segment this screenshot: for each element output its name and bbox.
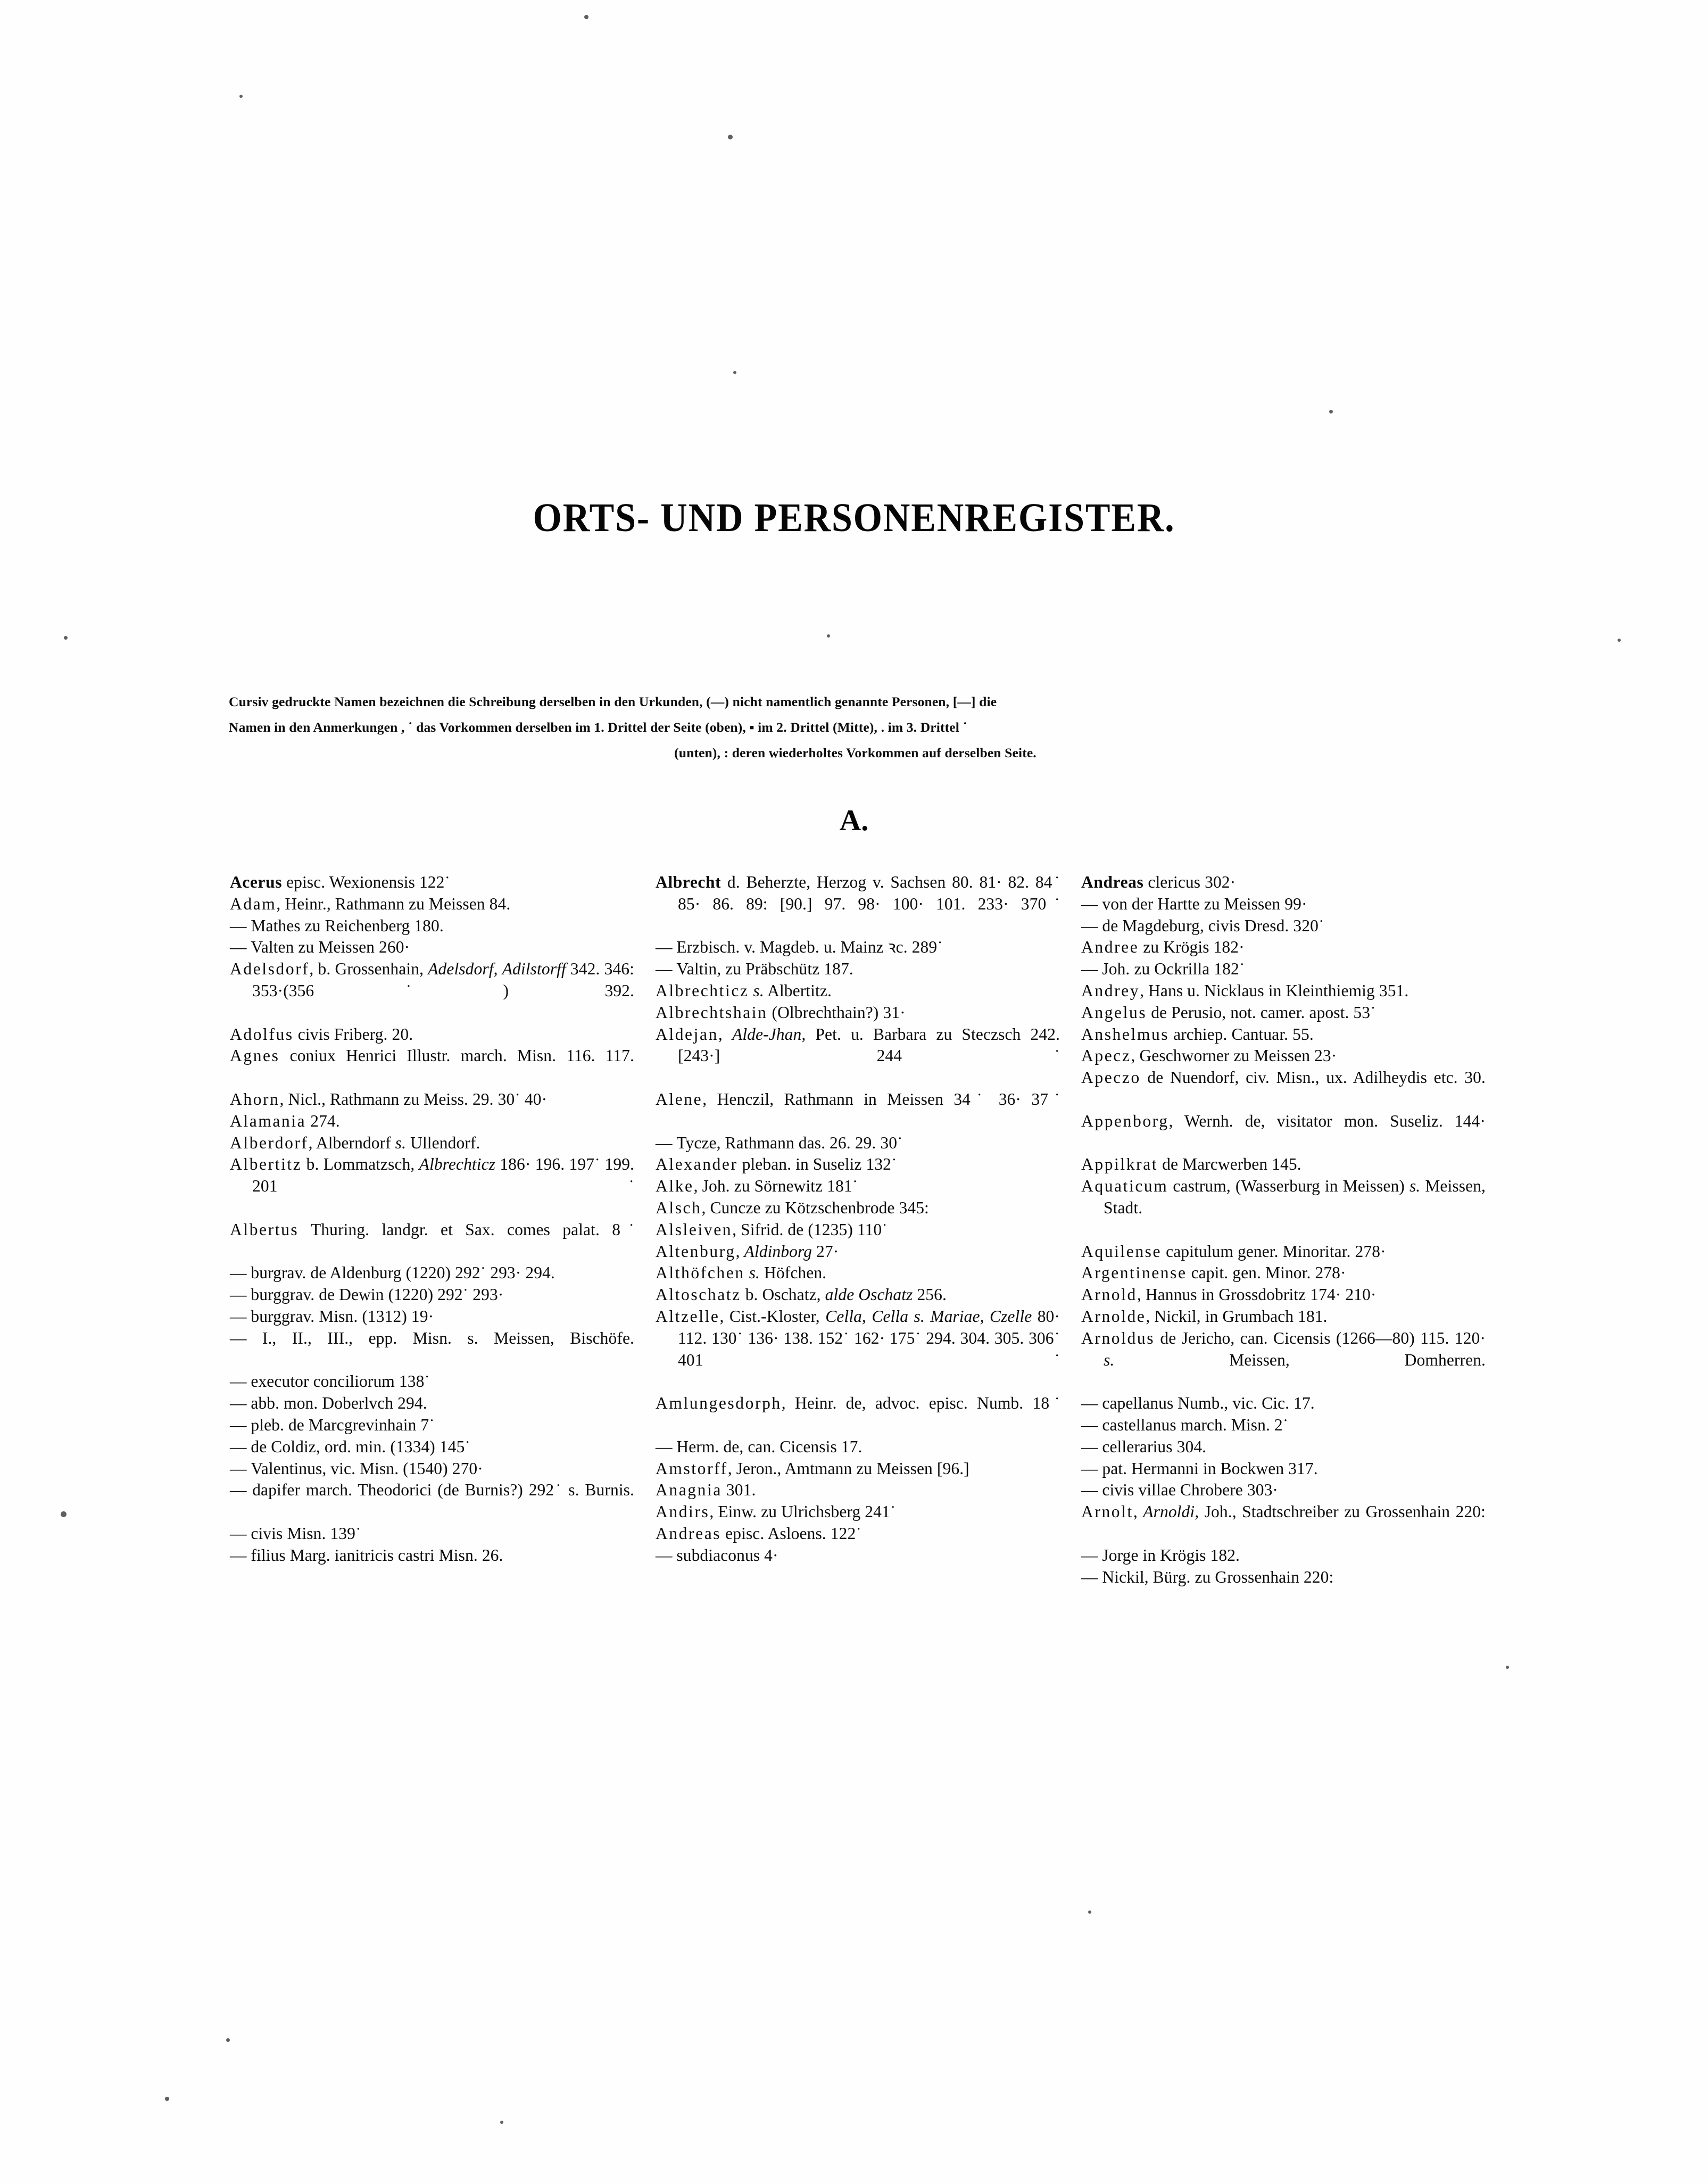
index-entry [1081, 1306, 1486, 1328]
scan-speck [165, 2097, 169, 2101]
index-entry [230, 1328, 634, 1371]
entry-text: , Heinr. de, advoc. episc. Numb. 18˙ [781, 1394, 1060, 1413]
index-entry [1081, 1024, 1486, 1046]
entry-text: zu Krögis 182· [1143, 938, 1245, 957]
legend-note-line-2: Namen in den Anmerkungen , ˙ das Vorkommen derselben im 1. Drittel der Seite (oben), ▪ im 2. Drittel (Mitte), . im 3. Drittel ˙ [229, 719, 968, 735]
index-entry [230, 958, 634, 1023]
entry-dash: — [230, 1415, 251, 1434]
entry-dash: — [1081, 1459, 1102, 1478]
entry-variant-form: s. [1104, 1350, 1115, 1369]
entry-text: , Einw. zu Ulrichsberg 241˙ [709, 1502, 896, 1521]
index-entry [656, 1284, 1060, 1306]
entry-text: , Wernh. de, visitator mon. Suseliz. 144· [1168, 1111, 1486, 1130]
entry-variant-form: Cella [872, 1306, 909, 1326]
entry-text: , Aldinborg 27· [735, 1242, 839, 1261]
entry-dash: — [230, 1394, 251, 1413]
entry-variant-form: Aldinborg [744, 1242, 812, 1261]
index-entry [1081, 1328, 1486, 1393]
entry-text: dapifer march. Theodorici (de Burnis?) 292˙ s. Burnis. [252, 1480, 634, 1500]
index-entry [1081, 958, 1486, 980]
index-entry [656, 872, 1060, 937]
index-entry [230, 1089, 634, 1111]
entry-headword: Ahorn [230, 1089, 280, 1108]
index-entry [656, 1523, 1060, 1545]
entry-text: , Sifrid. de (1235) 110˙ [732, 1220, 888, 1239]
index-entry [230, 1154, 634, 1219]
index-entry [656, 1545, 1060, 1567]
scan-speck [239, 95, 243, 98]
index-entry [1081, 1436, 1486, 1458]
index-entry [656, 937, 1060, 958]
index-entry [656, 958, 1060, 980]
entry-text: s. Höfchen. [749, 1263, 827, 1283]
entry-text: de Jericho, can. Cicensis (1266—80) 115. 120· s. Meissen, Domherren. [1104, 1328, 1486, 1369]
entry-variant-form: Adelsdorf, [428, 959, 498, 979]
entry-dash: — [656, 959, 677, 979]
index-entry [656, 1154, 1060, 1176]
index-entry [1081, 1176, 1486, 1240]
entry-text: , Jeron., Amtmann zu Meissen [96.] [727, 1459, 969, 1478]
entry-dash: — [656, 1133, 677, 1152]
entry-text: subdiaconus 4· [676, 1545, 778, 1565]
entry-dash: — [1081, 1394, 1102, 1413]
entry-dash: — [230, 1306, 251, 1326]
index-entry [1081, 1284, 1486, 1306]
entry-dash: — [230, 938, 251, 957]
index-entry [656, 1176, 1060, 1197]
entry-text: Thuring. landgr. et Sax. comes palat. 8˙ [310, 1220, 634, 1239]
entry-text: Valten zu Meissen 260· [251, 938, 410, 957]
entry-text: capellanus Numb., vic. Cic. 17. [1102, 1394, 1315, 1413]
entry-text: , Nickil, in Grumbach 181. [1146, 1306, 1328, 1326]
entry-headword: Angelus [1081, 1003, 1147, 1022]
entry-dash: — [1081, 1567, 1102, 1586]
entry-text: burggrav. de Dewin (1220) 292˙ 293· [251, 1285, 504, 1304]
entry-text: pleb. de Marcgrevinhain 7˙ [251, 1415, 435, 1434]
index-entry [230, 1111, 634, 1132]
index-entry [230, 1045, 634, 1089]
entry-text: Valentinus, vic. Misn. (1540) 270· [251, 1459, 483, 1478]
index-entry [656, 1197, 1060, 1219]
entry-text: pat. Hermanni in Bockwen 317. [1102, 1459, 1318, 1478]
entry-text: , Nicl., Rathmann zu Meiss. 29. 30˙ 40· [279, 1089, 548, 1108]
entry-text: Herm. de, can. Cicensis 17. [676, 1437, 863, 1456]
entry-text: abb. mon. Doberlvch 294. [251, 1394, 427, 1413]
entry-headword: Altzelle [656, 1306, 720, 1326]
entry-text: archiep. Cantuar. 55. [1173, 1024, 1314, 1044]
index-entry [656, 1436, 1060, 1458]
entry-text: de Nuendorf, civ. Misn., ux. Adilheydis etc. 30. [1147, 1068, 1486, 1087]
entry-headword: Altenburg [656, 1242, 736, 1261]
index-entry [1081, 1262, 1486, 1284]
page-title: ORTS- UND PERSONENREGISTER. [533, 495, 1175, 540]
entry-headword: Adam [230, 894, 277, 913]
entry-dash: — [230, 1285, 251, 1304]
scan-speck [226, 2038, 230, 2042]
entry-dash: — [230, 1328, 262, 1347]
entry-text: castellanus march. Misn. 2˙ [1102, 1415, 1289, 1434]
entry-variant-form: Arnoldi, [1143, 1502, 1199, 1521]
entry-text: capitulum gener. Minoritar. 278· [1166, 1242, 1386, 1261]
index-entry [1081, 1241, 1486, 1263]
entry-dash: — [230, 1524, 251, 1543]
index-entry [1081, 1458, 1486, 1480]
entry-headword: Apecz [1081, 1046, 1131, 1065]
entry-dash: — [230, 1372, 251, 1391]
entry-variant-form: Cella, [825, 1306, 866, 1326]
scan-speck [61, 1511, 67, 1517]
scan-speck [1088, 1910, 1091, 1914]
legend-note-line-3: (unten), : deren wiederholtes Vorkommen auf derselben Seite. [674, 745, 1037, 760]
scan-speck [1618, 639, 1621, 642]
entry-headword: Appenborg [1081, 1111, 1169, 1130]
entry-headword: Arnolt [1081, 1502, 1133, 1521]
index-entry [656, 1241, 1060, 1263]
entry-headword: Amstorff [656, 1459, 728, 1478]
entry-headword: Aquaticum [1081, 1177, 1168, 1196]
entry-text: capit. gen. Minor. 278· [1191, 1263, 1346, 1283]
entry-dash: — [1081, 894, 1102, 913]
entry-text: Joh. zu Ockrilla 182˙ [1102, 959, 1245, 979]
entry-headword: Andreas [656, 1524, 722, 1543]
index-column-2 [656, 872, 1060, 1588]
entry-headword: Alberdorf [230, 1133, 309, 1152]
entry-headword: Andree [1081, 938, 1139, 957]
index-entry [1081, 937, 1486, 958]
entry-dash: — [230, 1480, 253, 1500]
entry-variant-form: s. [395, 1133, 407, 1152]
index-entry [656, 1393, 1060, 1436]
index-entry [230, 1262, 634, 1284]
entry-text: Erzbisch. v. Magdeb. u. Mainz ꝛc. 289˙ [676, 938, 943, 957]
index-entry [656, 1306, 1060, 1393]
entry-dash: — [230, 1263, 251, 1283]
index-entry [656, 1501, 1060, 1523]
index-entry [1081, 894, 1486, 915]
index-entry [230, 1024, 634, 1046]
entry-text: Tycze, Rathmann das. 26. 29. 30˙ [676, 1133, 903, 1152]
entry-variant-form: alde [825, 1285, 855, 1304]
index-entry [656, 1132, 1060, 1154]
entry-text: , Hannus in Grossdobritz 174· 210· [1137, 1285, 1377, 1304]
entry-headword: Althöfchen [656, 1263, 745, 1283]
entry-text: cellerarius 304. [1102, 1437, 1207, 1456]
entry-headword: Albertitz [230, 1155, 302, 1174]
index-entry [230, 1219, 634, 1263]
entry-text: b. Lommatzsch, Albrechticz 186· 196. 197˙ 199. 201˙ [252, 1155, 635, 1196]
entry-variant-form: s. [914, 1306, 925, 1326]
index-entry [1081, 1154, 1486, 1176]
entry-variant-form: s. [749, 1263, 760, 1283]
scan-speck [733, 371, 736, 374]
entry-headword: Alsleiven [656, 1220, 733, 1239]
entry-headword: Agnes [230, 1046, 280, 1065]
scan-speck [1329, 410, 1333, 413]
entry-text: von der Hartte zu Meissen 99· [1102, 894, 1307, 913]
index-entry [656, 1024, 1060, 1089]
entry-text: 301. [726, 1480, 756, 1500]
entry-text: de Perusio, not. camer. apost. 53˙ [1151, 1003, 1376, 1022]
entry-headword: Alke [656, 1177, 694, 1196]
entry-variant-form: Mariae, [930, 1306, 984, 1326]
entry-headword: Andreas [1081, 873, 1144, 891]
entry-text: , Heinr., Rathmann zu Meissen 84. [276, 894, 511, 913]
entry-variant-form: Czelle [989, 1306, 1032, 1326]
section-letter-heading: A. [839, 804, 869, 837]
legend-note [229, 689, 1482, 766]
entry-text: clericus 302· [1148, 873, 1236, 891]
index-entry [230, 1458, 634, 1480]
entry-text: castrum, (Wasserburg in Meissen) s. Meissen, Stadt. [1104, 1177, 1486, 1217]
entry-headword: Aquilense [1081, 1242, 1162, 1261]
scan-speck [1506, 1666, 1509, 1669]
index-entry [656, 1458, 1060, 1480]
entry-text: (Olbrechthain?) 31· [772, 1003, 906, 1022]
entry-text: coniux Henrici Illustr. march. Misn. 116. 117. [289, 1046, 635, 1065]
entry-headword: Acerus [230, 873, 283, 891]
entry-headword: Argentinense [1081, 1263, 1187, 1283]
index-entry [230, 1436, 634, 1458]
index-entry [230, 1545, 634, 1567]
entry-variant-form: Albrechticz [419, 1155, 496, 1174]
scan-speck [728, 135, 733, 139]
entry-headword: Anagnia [656, 1480, 722, 1500]
entry-text: Valtin, zu Präbschütz 187. [676, 959, 853, 979]
index-entry [656, 1219, 1060, 1241]
entry-variant-form: Alde-Jhan, [732, 1024, 806, 1044]
index-entry [230, 1132, 634, 1154]
entry-headword: Adolfus [230, 1024, 294, 1044]
entry-text: , Hans u. Nicklaus in Kleinthiemig 351. [1140, 981, 1409, 1000]
index-entry [1081, 1111, 1486, 1154]
index-column-3 [1081, 872, 1486, 1588]
index-entry [230, 937, 634, 958]
index-entry [1081, 1067, 1486, 1111]
index-entry [656, 1089, 1060, 1132]
entry-text: executor conciliorum 138˙ [251, 1372, 430, 1391]
entry-text: s. Albertitz. [753, 981, 832, 1000]
entry-text: Jorge in Krögis 182. [1102, 1545, 1240, 1565]
index-entry [1081, 1414, 1486, 1436]
entry-headword: Albertus [230, 1220, 299, 1239]
index-entry [656, 980, 1060, 1002]
entry-headword: Arnoldus [1081, 1328, 1155, 1347]
entry-text: b. Oschatz, alde Oschatz 256. [745, 1285, 947, 1304]
index-entry [230, 1479, 634, 1523]
entry-headword: Aldejan [656, 1024, 718, 1044]
entry-text: de Marcwerben 145. [1162, 1155, 1301, 1174]
scan-speck [584, 15, 588, 19]
entry-headword: Anshelmus [1081, 1024, 1170, 1044]
entry-dash: — [230, 1545, 251, 1565]
entry-text: , Alberndorf s. Ullendorf. [308, 1133, 480, 1152]
entry-headword: Alamania [230, 1111, 306, 1130]
entry-headword: Arnolde [1081, 1306, 1146, 1326]
index-entry [1081, 872, 1486, 894]
scan-speck [500, 2121, 503, 2124]
index-entry [230, 872, 634, 894]
entry-dash: — [1081, 1415, 1102, 1434]
index-entry [1081, 1545, 1486, 1567]
entry-headword: Albrecht [656, 873, 722, 891]
entry-dash: — [656, 1545, 677, 1565]
entry-text: , Joh. zu Sörnewitz 181˙ [693, 1177, 858, 1196]
entry-dash: — [1081, 1545, 1102, 1565]
entry-text: Mathes zu Reichenberg 180. [251, 916, 444, 935]
entry-headword: Andrey [1081, 981, 1140, 1000]
index-entry [1081, 915, 1486, 937]
entry-text: burggrav. Misn. (1312) 19· [251, 1306, 434, 1326]
entry-headword: Albrechtshain [656, 1003, 768, 1022]
entry-dash: — [230, 916, 251, 935]
entry-variant-form: Adilstorff [502, 959, 566, 979]
entry-dash: — [656, 1437, 677, 1456]
index-entry [1081, 1567, 1486, 1589]
entry-headword: Alexander [656, 1155, 738, 1174]
entry-text: civis villae Chrobere 303· [1102, 1480, 1279, 1500]
index-entry [1081, 1002, 1486, 1024]
entry-text: I., II., III., epp. Misn. s. Meissen, Bischöfe. [262, 1328, 635, 1347]
index-entry [230, 1284, 634, 1306]
entry-text: , Cist.-Kloster, Cella, Cella s. Mariae, Czelle 80· 112. 130˙ 136· 138. 152˙ 162· 175˙ 294. 304. 305. 306˙ 401˙ [678, 1306, 1060, 1369]
entry-text: , Henczil, Rathmann in Meissen 34˙ 36· 37˙ [702, 1089, 1060, 1108]
entry-text: filius Marg. ianitricis castri Misn. 26. [251, 1545, 503, 1565]
index-entry [1081, 1045, 1486, 1067]
index-entry [1081, 980, 1486, 1002]
entry-text: episc. Asloens. 122˙ [725, 1524, 861, 1543]
entry-headword: Adelsdorf [230, 959, 310, 979]
entry-headword: Andirs [656, 1502, 710, 1521]
entry-dash: — [230, 1437, 251, 1456]
entry-dash: — [656, 938, 677, 957]
entry-text: 274. [310, 1111, 340, 1130]
entry-headword: Altoschatz [656, 1285, 741, 1304]
entry-text: de Magdeburg, civis Dresd. 320˙ [1102, 916, 1324, 935]
entry-text: Nickil, Bürg. zu Grossenhain 220: [1102, 1567, 1334, 1586]
entry-variant-form: Oschatz [858, 1285, 913, 1304]
index-entry [1081, 1479, 1486, 1501]
entry-text: , Cuncze zu Kötzschenbrode 345: [701, 1198, 929, 1217]
scan-speck [827, 634, 830, 638]
index-column-1 [230, 872, 634, 1588]
entry-dash: — [1081, 1480, 1102, 1500]
index-columns [230, 872, 1486, 1588]
index-entry [656, 1262, 1060, 1284]
entry-headword: Alsch [656, 1198, 702, 1217]
entry-text: , Geschworner zu Meissen 23· [1131, 1046, 1337, 1065]
legend-note-line-1: Cursiv gedruckte Namen bezeichnen die Schreibung derselben in den Urkunden, (—) nicht namentlich genannte Personen, [—] die [229, 694, 997, 709]
entry-variant-form: s. [753, 981, 764, 1000]
index-entry [230, 915, 634, 937]
index-entry [230, 1414, 634, 1436]
index-entry [230, 1306, 634, 1328]
index-entry [230, 1371, 634, 1393]
entry-dash: — [1081, 916, 1102, 935]
entry-text: d. Beherzte, Herzog v. Sachsen 80. 81· 82. 84˙ 85· 86. 89: [90.] 97. 98· 100· 101. 233· 370˙ [678, 873, 1060, 913]
entry-dash: — [1081, 1437, 1102, 1456]
entry-text: , Arnoldi, Joh., Stadtschreiber zu Grossenhain 220: [1133, 1502, 1486, 1521]
entry-dash: — [1081, 959, 1102, 979]
entry-text: , b. Grossenhain, Adelsdorf, Adilstorff 342. 346: 353·(356˙) 392. [252, 959, 635, 1000]
index-entry [1081, 1501, 1486, 1545]
entry-headword: Appilkrat [1081, 1155, 1158, 1174]
entry-headword: Albrechticz [656, 981, 749, 1000]
index-entry [656, 1002, 1060, 1024]
index-entry [230, 1523, 634, 1545]
entry-headword: Apeczo [1081, 1068, 1141, 1087]
entry-headword: Alene [656, 1089, 703, 1108]
entry-text: pleban. in Suseliz 132˙ [742, 1155, 897, 1174]
entry-headword: Arnold [1081, 1285, 1137, 1304]
entry-variant-form: s. [1409, 1177, 1421, 1196]
index-entry [230, 1393, 634, 1414]
entry-text: civis Misn. 139˙ [251, 1524, 361, 1543]
entry-headword: Amlungesdorph [656, 1394, 782, 1413]
index-entry [1081, 1393, 1486, 1414]
index-entry [656, 1479, 1060, 1501]
entry-text: de Coldiz, ord. min. (1334) 145˙ [251, 1437, 471, 1456]
entry-text: episc. Wexionensis 122˙ [286, 873, 451, 891]
scan-speck [64, 636, 68, 640]
index-entry [230, 894, 634, 915]
entry-dash: — [230, 1459, 251, 1478]
entry-text: burgrav. de Aldenburg (1220) 292˙ 293· 294. [251, 1263, 555, 1283]
entry-text: civis Friberg. 20. [297, 1024, 413, 1044]
entry-text: , Alde-Jhan, Pet. u. Barbara zu Steczsch 242. [243·] 244˙ [678, 1024, 1060, 1065]
